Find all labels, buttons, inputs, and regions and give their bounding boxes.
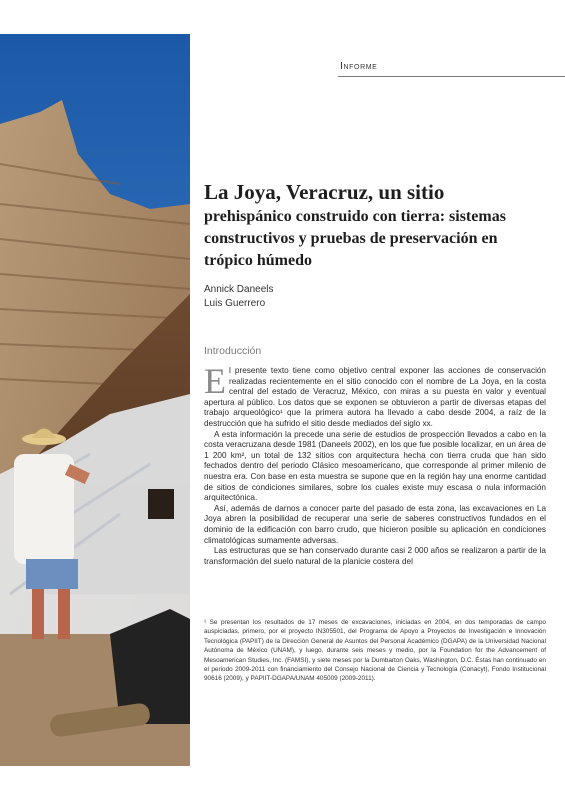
article-photo [0, 34, 190, 766]
paragraph: Así, además de darnos a conocer parte del pasado de esta zona, las excavaciones en La Joya abren la posibilidad de recuperar una serie de saberes constructivos fundados en el dominio de la edificación con barro crudo, que hicieron posible su aplicación en condiciones climatológicas sumamente adversas. [204, 503, 546, 545]
footnote: ¹ Se presentan los resultados de 17 meses de excavaciones, iniciadas en 2004, en dos temporadas de campo auspiciadas, primero, por el proyecto IN305501, del Programa de Apoyo a Proyectos de Investigación e Innovación Tecnológica (PAPIIT) de la Dirección General de Asuntos del Personal Académico (DGAPA) de la Universidad Nacional Autónoma de México (UNAM), y luego, durante seis meses y medio, por la Foundation for the Advancement of Mesoamerican Studies, Inc. (FAMSI), y siete meses por la Dumbarton Oaks, Washington, D.C. Éstas han continuado en el periodo 2009-2011 con financiamiento del Consejo Nacional de Ciencia y Tecnología (Conacyt), Fondo Institucional 90616 (2009), y PAPIIT-DGAPA/UNAM 405009 (2009-2011). [204, 619, 546, 683]
section-divider [338, 76, 565, 77]
author-name: Annick Daneels [204, 284, 274, 295]
author-list [204, 283, 273, 311]
title-block [204, 180, 550, 272]
section-heading: Introducción [204, 345, 262, 357]
paragraph-text: l presente texto tiene como objetivo central exponer las acciones de conservación realizadas recientemente en el sitio conocido con el nombre de La Joya, en la costa central del estado de Veracruz, México, con miras a su puesta en valor y eventual apertura al público. Los datos que se exponen se obtuvieron a partir de diversas etapas del trabajo arqueológico¹ que la primera autora ha llevado a cabo desde 2004, a raíz de la destrucción que ha sufrido el sitio desde mediados del siglo xx. [204, 366, 546, 428]
paragraph: Las estructuras que se han conservado durante casi 2 000 años se realizaron a partir de la transformación del suelo natural de la planicie costera del [204, 546, 546, 566]
drop-cap: E [204, 361, 226, 401]
author-name: Luis Guerrero [204, 298, 266, 309]
article-title: La Joya, Veracruz, un sitio [204, 180, 445, 204]
section-label: Informe [340, 60, 378, 72]
photo-illustration [0, 34, 190, 766]
article-body [204, 361, 546, 567]
paragraph: A esta información la precede una serie de estudios de prospección llevados a cabo en la costa veracruzana desde 1981 (Daneels 2002), en los que fue posible localizar, en un área de 1 200 km², un total de 132 sitios con arquitectura hecha con tierra cruda que han sido fechados dentro del periodo Clásico mesoamericano, que corresponde al primer milenio de nuestra era. Con base en esta muestra se supone que en la región hay una enorme cantidad de sitios de condiciones similares, sobre los cuales existe muy escasa o nula información arquitectónica. [204, 429, 546, 503]
article-subtitle: prehispánico construido con tierra: sistemas constructivos y pruebas de preservación en trópico húmedo [204, 208, 506, 269]
paragraph [204, 361, 546, 430]
